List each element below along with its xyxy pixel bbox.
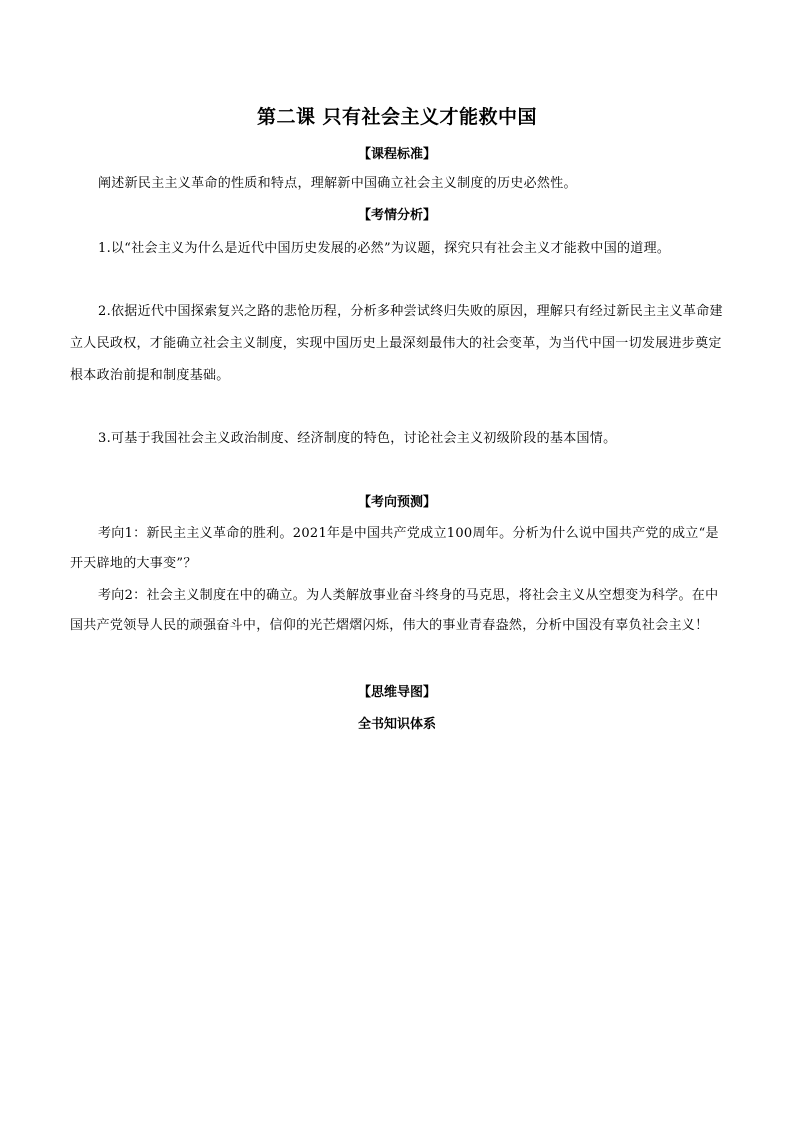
analysis-item-1: 1.以“社会主义为什么是近代中国历史发展的必然”为议题，探究只有社会主义才能救中国的道理。 bbox=[98, 241, 671, 256]
section-heading-standard: 【课程标准】 bbox=[357, 147, 436, 162]
mindmap-subheading: 全书知识体系 bbox=[357, 717, 436, 732]
section-heading-mindmap: 【思维导图】 bbox=[357, 685, 436, 700]
analysis-item-3: 3.可基于我国社会主义政治制度、经济制度的特色，讨论社会主义初级阶段的基本国情。 bbox=[98, 431, 617, 446]
section-heading-analysis: 【考情分析】 bbox=[357, 208, 436, 223]
forecast-item-1: 考向1：新民主主义革命的胜利。2021年是中国共产党成立100周年。分析为什么说中国共产党的成立“是开天辟地的大事变”？ bbox=[70, 526, 719, 571]
section-heading-forecast: 【考向预测】 bbox=[357, 495, 436, 510]
standard-text: 阐述新民主主义革命的性质和特点，理解新中国确立社会主义制度的历史必然性。 bbox=[98, 176, 577, 191]
forecast-item-2: 考向2：社会主义制度在中的确立。为人类解放事业奋斗终身的马克思，将社会主义从空想变为科学。在中国共产党领导人民的顽强奋斗中，信仰的光芒熠熠闪烁，伟大的事业青春盎然，分析中国没有辜负社会主义！ bbox=[70, 588, 719, 633]
page-title: 第二课 只有社会主义才能救中国 bbox=[256, 106, 538, 128]
analysis-item-2: 2.依据近代中国探索复兴之路的悲怆历程，分析多种尝试终归失败的原因，理解只有经过新民主主义革命建立人民政权，才能确立社会主义制度，实现中国历史上最深刻最伟大的社会变革，为当代中国一切发展进步奠定根本政治前提和制度基础。 bbox=[70, 304, 723, 383]
